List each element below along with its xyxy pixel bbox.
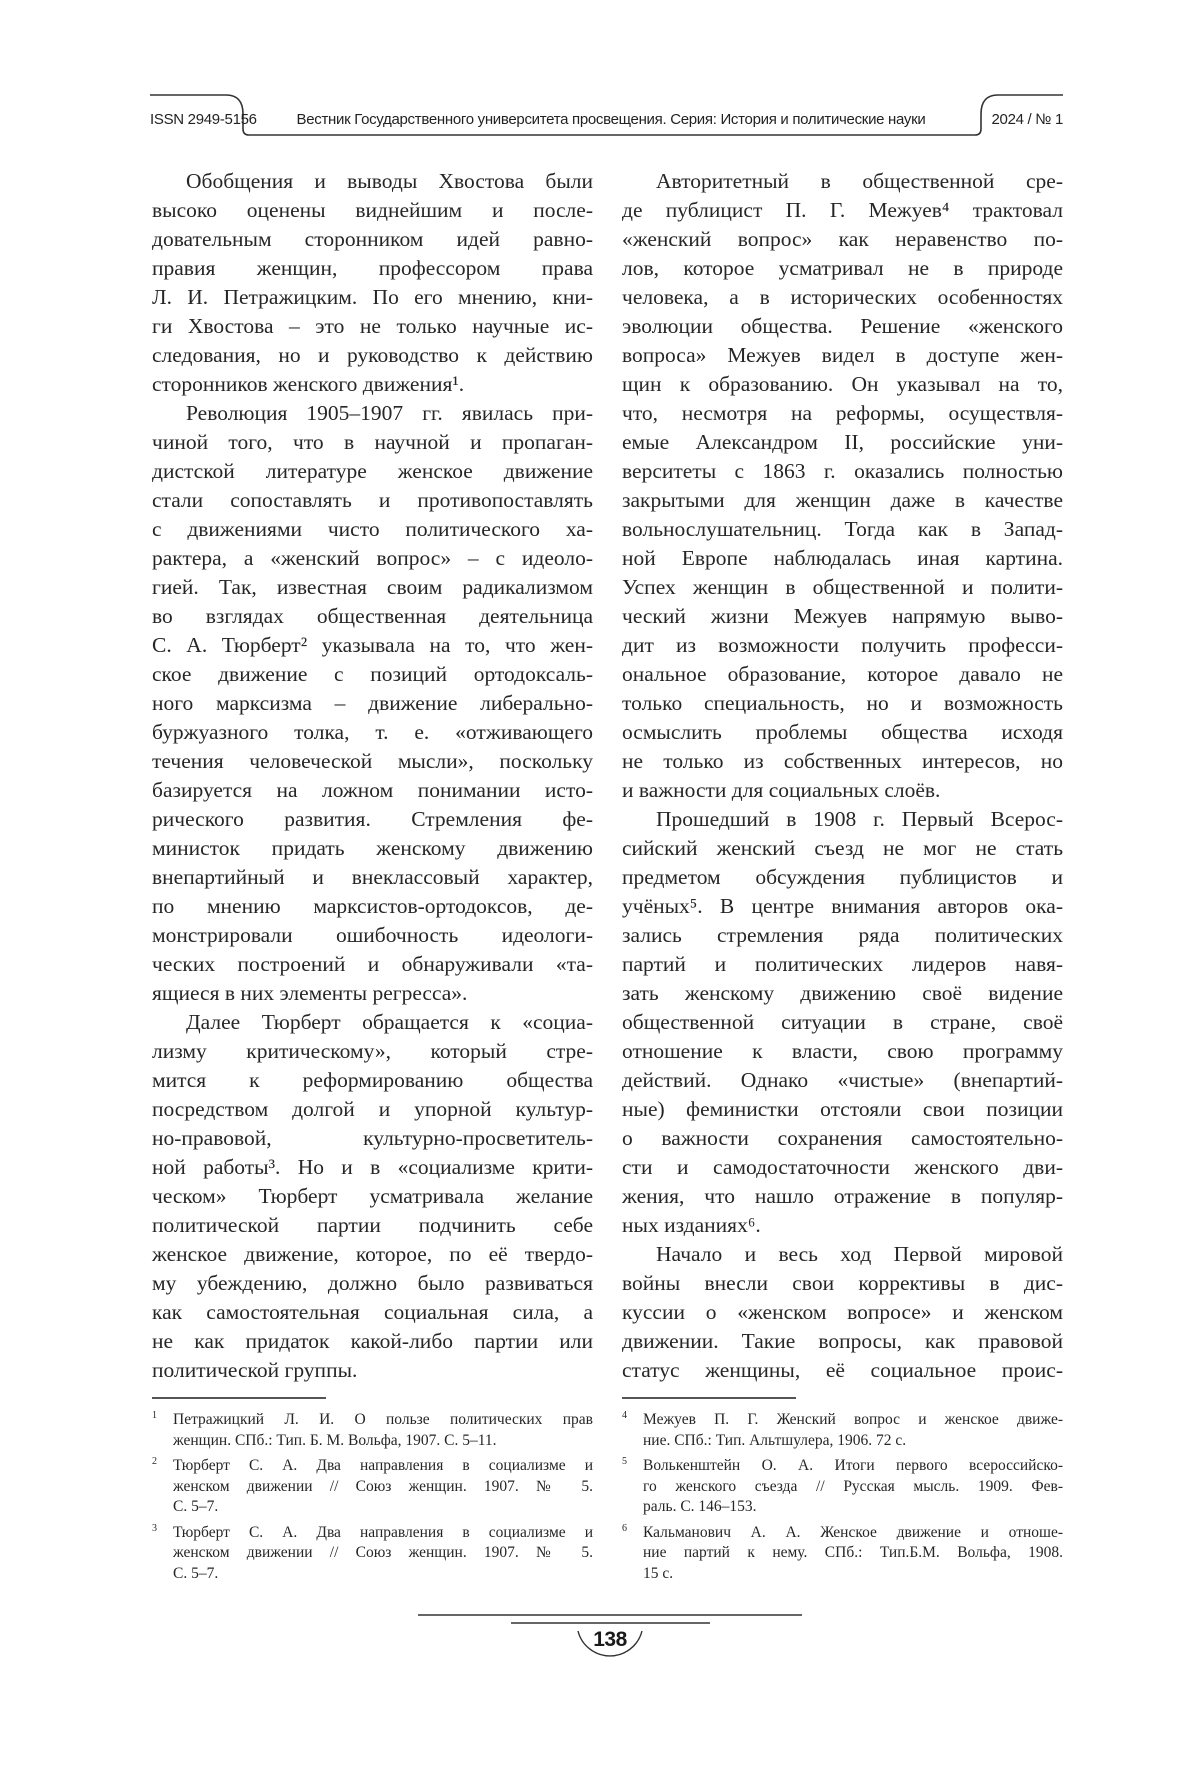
text-line: ческий жизни Межуев напрямую выво- (622, 602, 1063, 631)
footnote-number: 6 (622, 1519, 627, 1540)
text-line: емые Александром II, российские уни- (622, 428, 1063, 457)
text-line: Л. И. Петражицким. По его мнению, кни- (152, 283, 593, 312)
footnote-line: ние партий к нему. СПб.: Тип.Б.М. Вольфа, 1908. (643, 1543, 1063, 1564)
text-line: базируется на ложном понимании исто- (152, 776, 593, 805)
text-line: как самостоятельная социальная сила, а (152, 1298, 593, 1327)
text-line: внепартийный и внеклассовый характер, (152, 863, 593, 892)
page-number: 138 (593, 1628, 627, 1652)
text-line: предметом обсуждения публицистов и (622, 863, 1063, 892)
footnote-number: 5 (622, 1452, 627, 1473)
footnote-line: раль. С. 146–153. (643, 1497, 1063, 1518)
text-line: дит из возможности получить професси- (622, 631, 1063, 660)
footnote-line: С. 5–7. (173, 1564, 593, 1585)
text-line: довательным сторонником идей равно- (152, 225, 593, 254)
text-line: женское движение, которое, по её твердо- (152, 1240, 593, 1269)
text-line: лизму критическому», который стре- (152, 1037, 593, 1066)
footnote-line: Тюрберт С. А. Два направления в социализме и (173, 1456, 593, 1477)
text-line: статус женщины, её социальное проис- (622, 1356, 1063, 1385)
text-line: посредством долгой и упорной культур- (152, 1095, 593, 1124)
text-line: не как придаток какой-либо партии или (152, 1327, 593, 1356)
text-line: учёных⁵. В центре внимания авторов ока- (622, 892, 1063, 921)
footnote-line: го женского съезда // Русская мысль. 1909. Фев- (643, 1477, 1063, 1498)
text-line: министок придать женскому движению (152, 834, 593, 863)
text-line: Успех женщин в общественной и полити- (622, 573, 1063, 602)
text-line: но-правовой, культурно-просветитель- (152, 1124, 593, 1153)
text-line: закрытыми для женщин даже в качестве (622, 486, 1063, 515)
text-line: С. А. Тюрберт² указывала на то, что жен- (152, 631, 593, 660)
text-line: вольнослушательниц. Тогда как в Запад- (622, 515, 1063, 544)
text-line: Прошедший в 1908 г. Первый Всерос- (622, 805, 1063, 834)
footnote-number: 1 (152, 1406, 157, 1427)
text-line: монстрировали ошибочность идеологи- (152, 921, 593, 950)
text-line: рического развития. Стремления фе- (152, 805, 593, 834)
text-line: сти и самодостаточности женского дви- (622, 1153, 1063, 1182)
text-line: зались стремления ряда политических (622, 921, 1063, 950)
text-line: буржуазного толка, т. е. «отживающего (152, 718, 593, 747)
text-line: му убеждению, должно было развиваться (152, 1269, 593, 1298)
text-line: верситеты с 1863 г. оказались полностью (622, 457, 1063, 486)
text-line: ные) феминистки отстояли свои позиции (622, 1095, 1063, 1124)
text-line: вопроса» Межуев видел в доступе жен- (622, 341, 1063, 370)
text-line: сторонников женского движения¹. (152, 370, 593, 399)
text-line: эволюции общества. Решение «женского (622, 312, 1063, 341)
journal-title: Вестник Государственного университета просвещения. Серия: История и политические науки (297, 111, 926, 128)
issn-label: ISSN 2949-5156 (150, 111, 257, 128)
text-line: стали сопоставлять и противопоставлять (152, 486, 593, 515)
text-line: куссии о «женском вопросе» и женском (622, 1298, 1063, 1327)
footnote-line: Петражицкий Л. И. О пользе политических прав (173, 1410, 593, 1431)
text-line: зать женскому движению своё видение (622, 979, 1063, 1008)
text-line: чиной того, что в научной и пропаган- (152, 428, 593, 457)
text-line: войны внесли свои коррективы в дис- (622, 1269, 1063, 1298)
text-line: Обобщения и выводы Хвостова были (152, 167, 593, 196)
text-line: гией. Так, известная своим радикализмом (152, 573, 593, 602)
text-line: следования, но и руководство к действию (152, 341, 593, 370)
text-line: Далее Тюрберт обращается к «социа- (152, 1008, 593, 1037)
text-line: ящиеся в них элементы регресса». (152, 979, 593, 1008)
text-line: ной Европе наблюдалась иная картина. (622, 544, 1063, 573)
text-line: ческом» Тюрберт усматривала желание (152, 1182, 593, 1211)
text-line: рактера, а «женский вопрос» – с идеоло- (152, 544, 593, 573)
text-line: ных изданиях⁶. (622, 1211, 1063, 1240)
text-line: сийский женский съезд не мог не стать (622, 834, 1063, 863)
text-line: «женский вопрос» как неравенство по- (622, 225, 1063, 254)
text-line: политической группы. (152, 1356, 593, 1385)
footnote-line: ние. СПб.: Тип. Альтшулера, 1906. 72 с. (643, 1431, 1063, 1452)
footnote-line: женском движении // Союз женщин. 1907. № 5. (173, 1477, 593, 1498)
text-line: не только из собственных интересов, но (622, 747, 1063, 776)
text-line: отношение к власти, свою программу (622, 1037, 1063, 1066)
footnote-line: Кальманович А. А. Женское движение и отноше- (643, 1523, 1063, 1544)
footnote-line: женском движении // Союз женщин. 1907. № 5. (173, 1543, 593, 1564)
text-line: о важности сохранения самостоятельно- (622, 1124, 1063, 1153)
text-line: мится к реформированию общества (152, 1066, 593, 1095)
text-line: ональное образование, которое давало не (622, 660, 1063, 689)
text-line: Авторитетный в общественной сре- (622, 167, 1063, 196)
text-line: и важности для социальных слоёв. (622, 776, 1063, 805)
footnote-line: 15 с. (643, 1564, 1063, 1585)
text-line: по мнению марксистов-ортодоксов, де- (152, 892, 593, 921)
text-line: человека, а в исторических особенностях (622, 283, 1063, 312)
text-line: де публицист П. Г. Межуев⁴ трактовал (622, 196, 1063, 225)
text-line: осмыслить проблемы общества исходя (622, 718, 1063, 747)
text-line: ческих построений и обнаруживали «та- (152, 950, 593, 979)
page-number-ornament (0, 0, 1200, 1783)
text-line: жения, что нашло отражение в популяр- (622, 1182, 1063, 1211)
text-line: только специальность, но и возможность (622, 689, 1063, 718)
footnote-number: 2 (152, 1452, 157, 1473)
text-line: лов, которое усматривал не в природе (622, 254, 1063, 283)
text-line: ги Хвостова – это не только научные ис- (152, 312, 593, 341)
text-line: Революция 1905–1907 гг. явилась при- (152, 399, 593, 428)
text-line: ной работы³. Но и в «социализме крити- (152, 1153, 593, 1182)
text-line: правия женщин, профессором права (152, 254, 593, 283)
footnote-line: С. 5–7. (173, 1497, 593, 1518)
text-line: высоко оценены виднейшим и после- (152, 196, 593, 225)
text-line: дистской литературе женское движение (152, 457, 593, 486)
text-line: партий и политических лидеров навя- (622, 950, 1063, 979)
text-line: щин к образованию. Он указывал на то, (622, 370, 1063, 399)
footnote-line: Тюрберт С. А. Два направления в социализме и (173, 1523, 593, 1544)
issue-label: 2024 / № 1 (992, 111, 1063, 128)
text-line: Начало и весь ход Первой мировой (622, 1240, 1063, 1269)
text-line: движении. Такие вопросы, как правовой (622, 1327, 1063, 1356)
text-line: с движениями чисто политического ха- (152, 515, 593, 544)
text-line: действий. Однако «чистые» (внепартий- (622, 1066, 1063, 1095)
text-line: что, несмотря на реформы, осуществля- (622, 399, 1063, 428)
text-line: ного марксизма – движение либерально- (152, 689, 593, 718)
footnote-number: 4 (622, 1406, 627, 1427)
footnote-line: Межуев П. Г. Женский вопрос и женское движе- (643, 1410, 1063, 1431)
text-line: политической партии подчинить себе (152, 1211, 593, 1240)
text-line: во взглядах общественная деятельница (152, 602, 593, 631)
footnote-line: Волькенштейн О. А. Итоги первого всероссийско- (643, 1456, 1063, 1477)
text-line: общественной ситуации в стране, своё (622, 1008, 1063, 1037)
footnote-number: 3 (152, 1519, 157, 1540)
text-line: течения человеческой мысли», поскольку (152, 747, 593, 776)
text-line: ское движение с позиций ортодоксаль- (152, 660, 593, 689)
footnote-line: женщин. СПб.: Тип. Б. М. Вольфа, 1907. С. 5–11. (173, 1431, 593, 1452)
